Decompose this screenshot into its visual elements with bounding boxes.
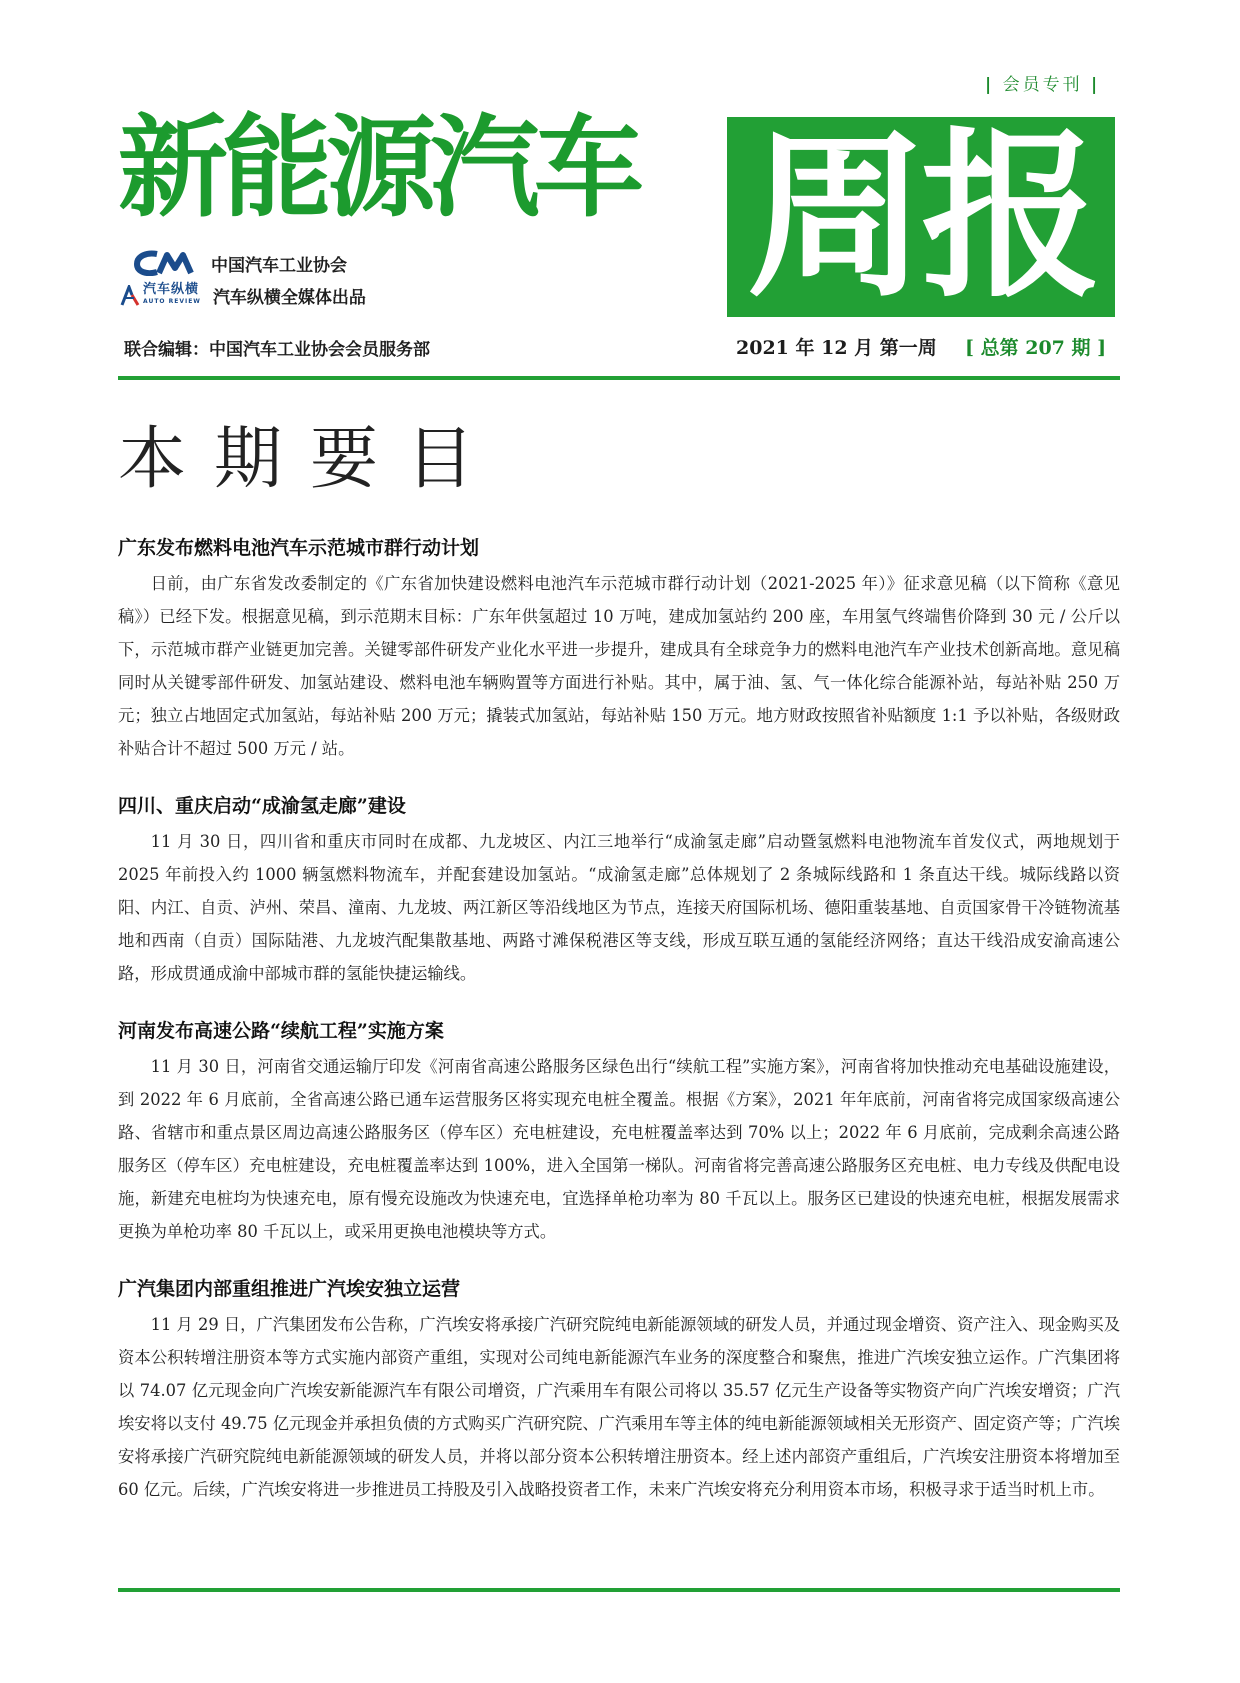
footer-divider — [118, 1588, 1120, 1592]
org-autoreview — [120, 283, 366, 308]
autoreview-logo-text: 汽车纵横 — [143, 281, 200, 297]
article-title: 广东发布燃料电池汽车示范城市群行动计划 — [118, 537, 480, 559]
toc-title: 本期要目 — [118, 420, 503, 499]
issue-number: [ 总第 207 期 ] — [965, 337, 1107, 359]
weekly-badge: 周报 — [727, 117, 1115, 317]
article — [118, 1016, 1120, 1248]
member-tag-label: 会员专刊 — [1002, 75, 1083, 95]
org-caam-name: 中国汽车工业协会 — [211, 255, 347, 276]
article-title: 广汽集团内部重组推进广汽埃安独立运营 — [118, 1278, 461, 1300]
article-body: 日前，由广东省发改委制定的《广东省加快建设燃料电池汽车示范城市群行动计划（2021-2025 年）》征求意见稿（以下简称《意见稿》）已经下发。根据意见稿，到示范期末目标：广东年供氢超过 10 万吨，建成加氢站约 200 座，车用氢气终端售价降到 30 元 / 公斤以下，示范城市群产业链更加完善。关键零部件研发产业化水平进一步提升，建成具有全球竞争力的燃料电池汽车产业技术创新高地。意见稿同时从关键零部件研发、加氢站建设、燃料电池车辆购置等方面进行补贴。其中，属于油、氢、气一体化综合能源补站，每站补贴 250 万元；独立占地固定式加氢站，每站补贴 200 万元；撬装式加氢站，每站补贴 150 万元。地方财政按照省补贴额度 1:1 予以补贴，各级财政补贴合计不超过 500 万元 / 站。 — [118, 574, 1120, 758]
article-body: 11 月 30 日，四川省和重庆市同时在成都、九龙坡区、内江三地举行“成渝氢走廊”启动暨氢燃料电池物流车首发仪式，两地规划于 2025 年前投入约 1000 辆氢燃料物流车，并配套建设加氢站。“成渝氢走廊”总体规划了 2 条城际线路和 1 条直达干线。城际线路以资阳、内江、自贡、泸州、荣昌、潼南、九龙坡、两江新区等沿线地区为节点，连接天府国际机场、德阳重装基地、自贡国家骨干冷链物流基地和西南（自贡）国际陆港、九龙坡汽配集散基地、两路寸滩保税港区等支线，形成互联互通的氢能经济网络；直达干线沿成安渝高速公路，形成贯通成渝中部城市群的氢能快捷运输线。 — [118, 832, 1120, 983]
joint-editor: 联合编辑：中国汽车工业协会会员服务部 — [124, 340, 430, 360]
member-tag: | 会员专刊 | — [985, 75, 1101, 95]
issue-date: 2021 年 12 月 第一周 — [736, 337, 937, 359]
masthead-title: 新能源汽车 — [118, 104, 638, 232]
article — [118, 791, 1120, 990]
article-title: 四川、重庆启动“成渝氢走廊”建设 — [118, 795, 406, 817]
org-autoreview-name: 汽车纵横全媒体出品 — [212, 288, 366, 308]
article-list — [118, 533, 1120, 1532]
org-caam — [133, 250, 347, 276]
autoreview-logo-icon — [120, 285, 140, 307]
autoreview-logo — [120, 281, 201, 308]
header-divider — [118, 376, 1120, 380]
article-title: 河南发布高速公路“续航工程”实施方案 — [118, 1020, 444, 1042]
article — [118, 1274, 1120, 1506]
article — [118, 533, 1120, 765]
caam-logo-icon — [133, 250, 199, 276]
article-body: 11 月 30 日，河南省交通运输厅印发《河南省高速公路服务区绿色出行“续航工程”实施方案》，河南省将加快推动充电基础设施建设，到 2022 年 6 月底前，全省高速公路已通车运营服务区将实现充电桩全覆盖。根据《方案》，2021 年年底前，河南省将完成国家级高速公路、省辖市和重点景区周边高速公路服务区（停车区）充电桩建设，充电桩覆盖率达到 70% 以上；2022 年 6 月底前，完成剩余高速公路服务区（停车区）充电桩建设，充电桩覆盖率达到 100%，进入全国第一梯队。河南省将完善高速公路服务区充电桩、电力专线及供配电设施，新建充电桩均为快速充电，原有慢充设施改为快速充电，宜选择单枪功率为 80 千瓦以上。服务区已建设的快速充电桩，根据发展需求更换为单枪功率 80 千瓦以上，或采用更换电池模块等方式。 — [118, 1057, 1120, 1241]
article-body: 11 月 29 日，广汽集团发布公告称，广汽埃安将承接广汽研究院纯电新能源领域的研发人员，并通过现金增资、资产注入、现金购买及资本公积转增注册资本等方式实施内部资产重组，实现对公司纯电新能源汽车业务的深度整合和聚焦，推进广汽埃安独立运作。广汽集团将以 74.07 亿元现金向广汽埃安新能源汽车有限公司增资，广汽乘用车有限公司将以 35.57 亿元生产设备等实物资产向广汽埃安增资；广汽埃安将以支付 49.75 亿元现金并承担负债的方式购买广汽研究院、广汽乘用车等主体的纯电新能源领域相关无形资产、固定资产等；广汽埃安将承接广汽研究院纯电新能源领域的研发人员，并将以部分资本公积转增注册资本。经上述内部资产重组后，广汽埃安注册资本将增加至 60 亿元。后续，广汽埃安将进一步推进员工持股及引入战略投资者工作，未来广汽埃安将充分利用资本市场，积极寻求于适当时机上市。 — [118, 1315, 1120, 1499]
autoreview-logo-sub: AUTO REVIEW — [143, 297, 201, 305]
